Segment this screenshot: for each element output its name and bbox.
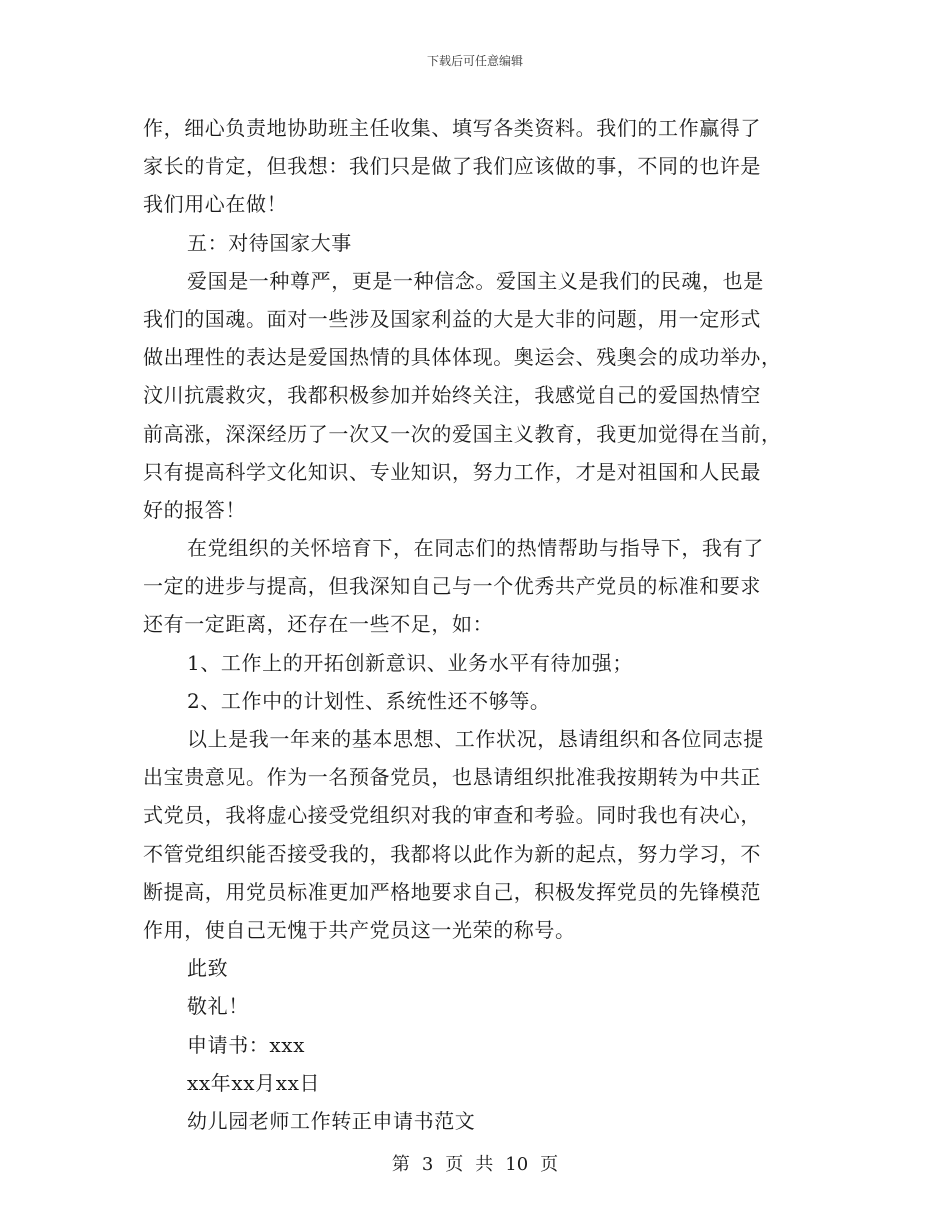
- text-line: 只有提高科学文化知识、专业知识，努力工作，才是对祖国和人民最: [143, 459, 761, 484]
- footer-suffix: 页: [540, 1154, 559, 1175]
- footer-total-label: 共: [475, 1154, 494, 1175]
- text-line: 一定的进步与提高，但我深知自己与一个优秀共产党员的标准和要求: [143, 574, 761, 599]
- page-header-note: 下载后可任意编辑: [426, 54, 523, 68]
- text-line: 式党员，我将虚心接受党组织对我的审查和考验。同时我也有决心，: [143, 803, 761, 828]
- text-line: 做出理性的表达是爱国热情的具体体现。奥运会、残奥会的成功举办，: [143, 345, 782, 370]
- text-line: 敬礼！: [187, 994, 249, 1019]
- text-line: 断提高，用党员标准更加严格地要求自己，积极发挥党员的先锋模范: [143, 879, 761, 904]
- text-line: 不管党组织能否接受我的，我都将以此作为新的起点，努力学习，不: [143, 841, 761, 866]
- text-line: 爱国是一种尊严，更是一种信念。爱国主义是我们的民魂，也是: [187, 268, 764, 293]
- text-line: 以上是我一年来的基本思想、工作状况，恳请组织和各位同志提: [187, 727, 764, 751]
- text-line: 家长的肯定，但我想：我们只是做了我们应该做的事，不同的也许是: [143, 154, 761, 179]
- text-line: 还有一定距离，还存在一些不足，如：: [143, 612, 494, 637]
- text-line: 我们用心在做！: [143, 192, 288, 217]
- text-line: 此致: [187, 956, 229, 981]
- text-line: 幼儿园老师工作转正申请书范文: [187, 1108, 476, 1133]
- text-line: 五：对待国家大事: [187, 230, 352, 255]
- text-line: 好的报答！: [143, 497, 246, 522]
- page-footer: [0, 1153, 950, 1177]
- text-line: 前高涨，深深经历了一次又一次的爱国主义教育，我更加觉得在当前，: [143, 421, 782, 446]
- text-line: 作用，使自己无愧于共产党员这一光荣的称号。: [143, 917, 576, 942]
- text-line: 1、工作上的开拓创新意识、业务水平有待加强；: [187, 650, 633, 675]
- text-line: 汶川抗震救灾，我都积极参加并始终关注，我感觉自己的爱国热情空: [143, 383, 761, 408]
- footer-page-number: 3: [421, 1154, 434, 1175]
- footer-total-pages: 10: [505, 1154, 529, 1175]
- footer-prefix: 第: [391, 1154, 410, 1175]
- text-line: 申请书：xxx: [187, 1032, 306, 1057]
- text-line: xx年xx月xx日: [187, 1070, 321, 1095]
- text-line: 出宝贵意见。作为一名预备党员，也恳请组织批准我按期转为中共正: [143, 765, 761, 790]
- text-line: 2、工作中的计划性、系统性还不够等。: [187, 688, 551, 713]
- text-line: 在党组织的关怀培育下，在同志们的热情帮助与指导下，我有了: [187, 536, 764, 561]
- text-line: 我们的国魂。面对一些涉及国家利益的大是大非的问题，用一定形式: [143, 306, 761, 331]
- document-body: [143, 109, 803, 1140]
- text-line: 作，细心负责地协助班主任收集、填写各类资料。我们的工作赢得了: [143, 116, 761, 140]
- footer-page-word: 页: [445, 1154, 464, 1175]
